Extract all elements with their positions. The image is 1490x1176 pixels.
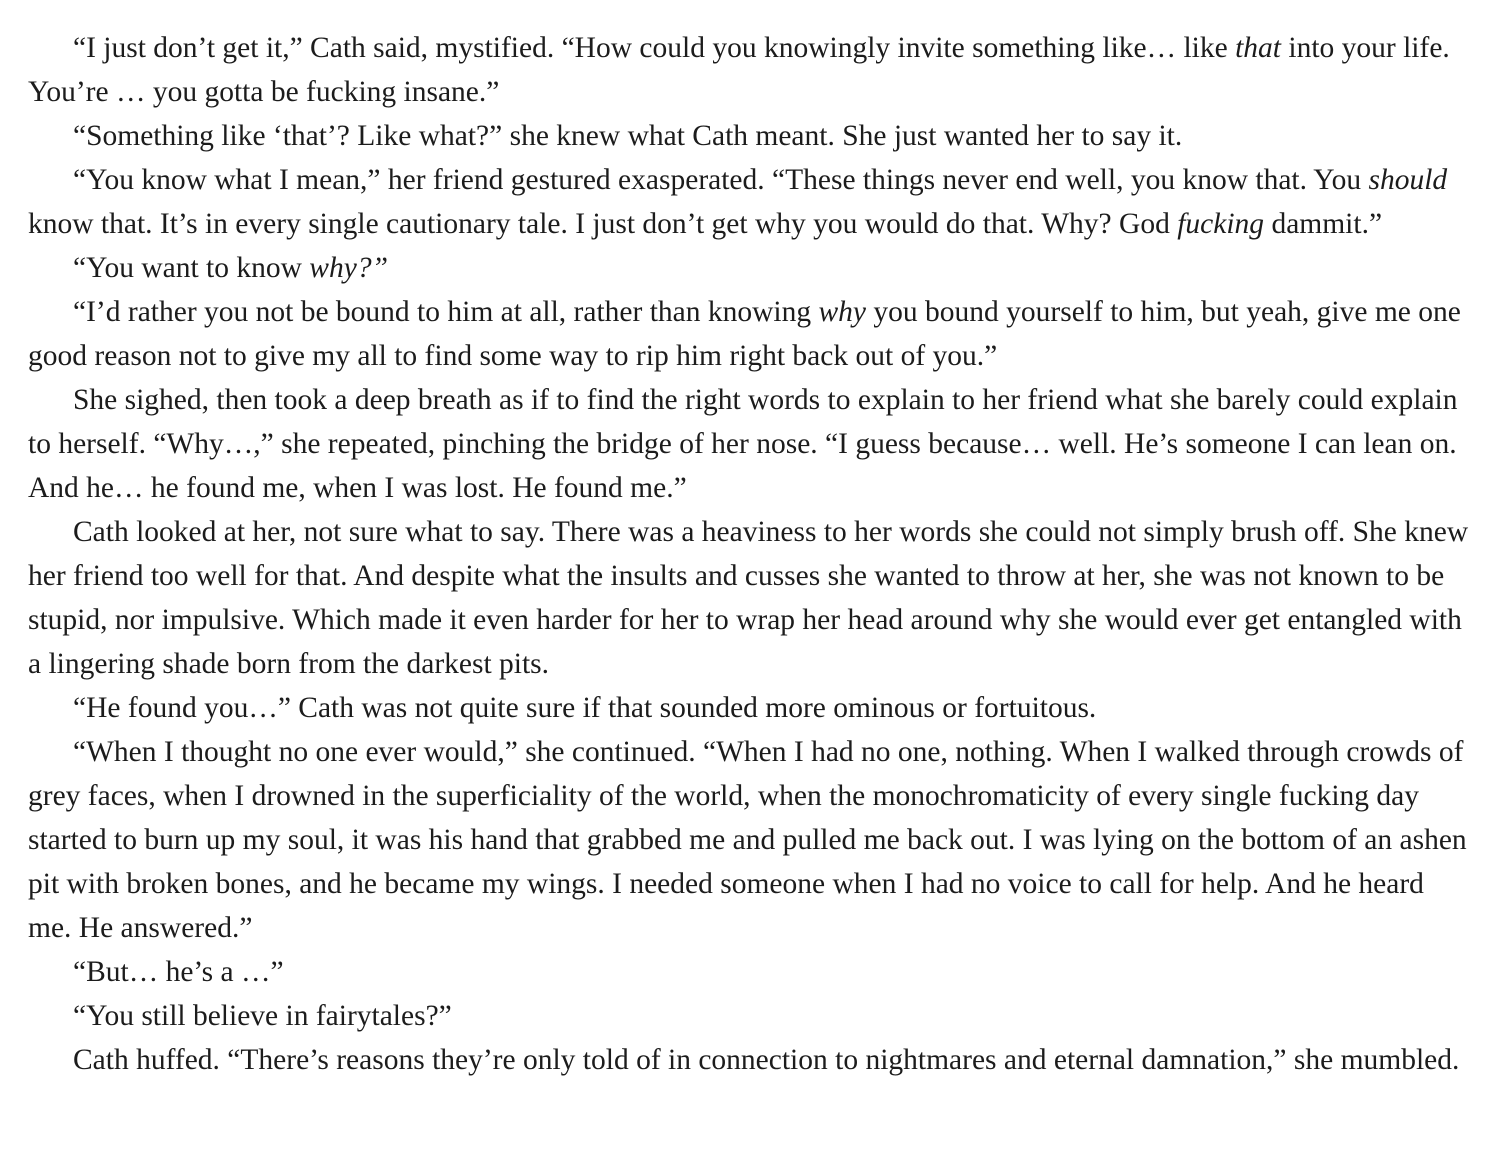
text-run: She sighed, then took a deep breath as if to find the right words to explain to her friend what she barely could explain to herself. “Why…,” she repeated, pinching the bridge of her nose. “I guess because… well. He’s someone I can lean on. And he… he found me, when I was lost. He found me.” (28, 384, 1458, 504)
text-run: Cath looked at her, not sure what to say. There was a heaviness to her words she could not simply brush off. She knew her friend too well for that. And despite what the insults and cusses she wanted to throw at her, she was not known to be stupid, nor impulsive. Which made it even harder for her to wrap her head around why she would ever get entangled with a lingering shade born from the darkest pits. (28, 516, 1469, 680)
text-run: “He found you…” Cath was not quite sure if that sounded more ominous or fortuitous. (73, 692, 1097, 724)
text-run: “You know what I mean,” her friend gestured exasperated. “These things never end well, you know that. You (73, 164, 1369, 196)
paragraph (28, 510, 1472, 686)
paragraph (28, 114, 1472, 158)
text-run: “I’d rather you not be bound to him at all, rather than knowing (73, 296, 819, 328)
text-run: “You want to know (73, 252, 310, 284)
italic-text: that (1235, 32, 1282, 64)
text-run: you bound yourself to him, but yeah, give me one good reason not to give my all to find some way to rip him right back out of you.” (28, 296, 1461, 372)
italic-text: fucking (1177, 208, 1265, 240)
paragraph (28, 26, 1472, 114)
paragraph (28, 246, 1472, 290)
paragraph (28, 1038, 1472, 1082)
text-run: “You still believe in fairytales?” (73, 1000, 452, 1032)
paragraph (28, 290, 1472, 378)
italic-text: should (1368, 164, 1448, 196)
text-run: “But… he’s a …” (73, 956, 284, 988)
story-text (28, 26, 1472, 1082)
paragraph (28, 994, 1472, 1038)
paragraph (28, 686, 1472, 730)
italic-text: why (818, 296, 867, 328)
paragraph (28, 730, 1472, 950)
text-run: “When I thought no one ever would,” she continued. “When I had no one, nothing. When I walked through crowds of grey faces, when I drowned in the superficiality of the world, when the monochromaticity of every single fucking day started to burn up my soul, it was his hand that grabbed me and pulled me back out. I was lying on the bottom of an ashen pit with broken bones, and he became my wings. I needed someone when I had no voice to call for help. And he heard me. He answered.” (28, 736, 1467, 944)
italic-text: why?” (309, 252, 388, 284)
text-run: into your life. You’re … you gotta be fucking insane.” (28, 32, 1450, 108)
text-run: Cath huffed. “There’s reasons they’re only told of in connection to nightmares and eternal damnation,” she mumbled. (73, 1044, 1460, 1076)
paragraph (28, 378, 1472, 510)
paragraph (28, 950, 1472, 994)
text-run: dammit.” (1264, 208, 1383, 240)
text-run: “Something like ‘that’? Like what?” she knew what Cath meant. She just wanted her to say it. (73, 120, 1183, 152)
text-run: “I just don’t get it,” Cath said, mystified. “How could you knowingly invite something like… like (73, 32, 1236, 64)
paragraph (28, 158, 1472, 246)
text-run: know that. It’s in every single cautionary tale. I just don’t get why you would do that. Why? God (28, 208, 1178, 240)
